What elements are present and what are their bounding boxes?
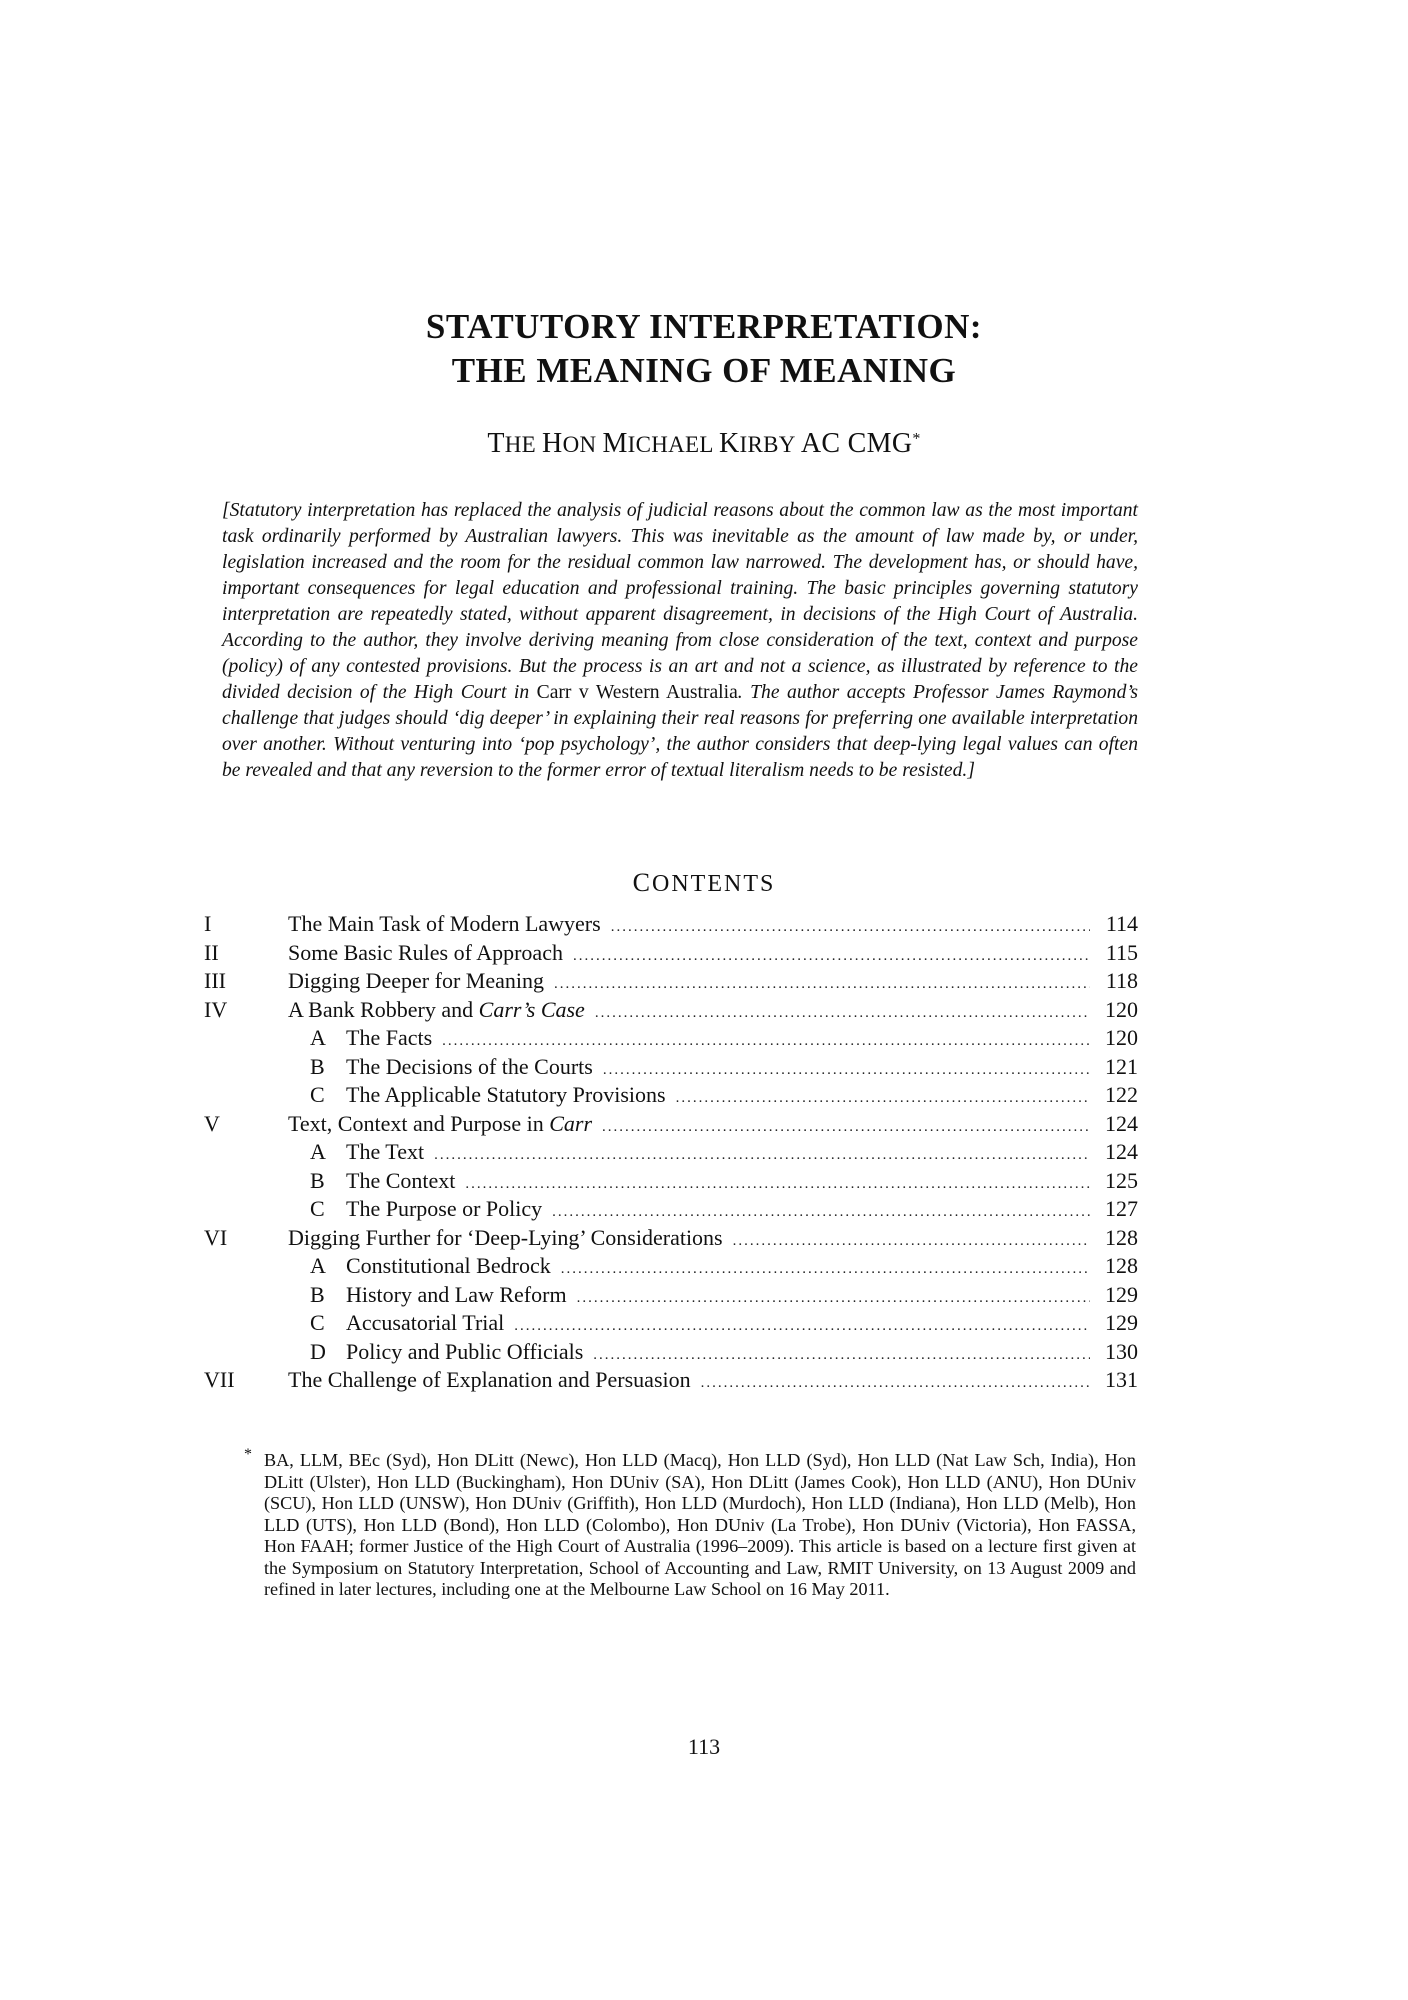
toc-entry[interactable] [204, 910, 1138, 939]
toc-leader-dots [577, 1284, 1090, 1313]
toc-subentry[interactable] [204, 1309, 1138, 1338]
toc-title: Digging Deeper for Meaning [288, 968, 544, 993]
toc-page-number: 125 [1105, 1167, 1138, 1193]
toc-letter: A [310, 1139, 326, 1164]
toc-page-number: 128 [1105, 1253, 1138, 1278]
footnote-text: BA, LLM, BEc (Syd), Hon DLitt (Newc), Hon LLD (Macq), Hon LLD (Syd), Hon LLD (Nat Law Sch, India), Hon DLitt (Ulster), Hon LLD (Buckingham), Hon DUniv (SA), Hon DLitt (James Cook), Hon LLD (ANU), Hon DUniv (SCU), Hon LLD (UNSW), Hon DUniv (Griffith), Hon LLD (Murdoch), Hon LLD (Indiana), Hon LLD (Melb), Hon LLD (UTS), Hon LLD (Bond), Hon LLD (Colombo), Hon DUniv (La Trobe), Hon DUniv (Victoria), Hon FASSA, Hon FAAH; former Justice of the High Court of Australia (1996–2009). This article is based on a lecture first given at the Symposium on Statutory Interpretation, School of Accounting and Law, RMIT University, on 13 August 2009 and refined in later lectures, including one at the Melbourne Law School on 16 May 2011. [264, 1450, 1136, 1599]
toc-title: The Purpose or Policy [346, 1196, 543, 1221]
toc-letter: B [310, 1281, 325, 1307]
toc-letter: B [310, 1053, 325, 1079]
toc-leader-dots [573, 942, 1090, 971]
toc-leader-dots [552, 1198, 1090, 1227]
author-honours: AC CMG [800, 428, 913, 459]
toc-subentry[interactable] [204, 1081, 1138, 1110]
toc-number: IV [204, 996, 228, 1022]
toc-leader-dots [434, 1141, 1090, 1170]
abstract [222, 498, 1138, 784]
toc-letter: C [310, 1196, 325, 1221]
toc-page-number: 124 [1105, 1139, 1138, 1164]
toc-number: VI [204, 1224, 228, 1250]
toc-entry[interactable] [204, 1366, 1138, 1395]
page-number: 113 [687, 1734, 721, 1759]
toc-page-number: 130 [1105, 1338, 1138, 1364]
contents-heading: CONTENTS [632, 868, 776, 897]
toc-number: VII [204, 1367, 235, 1392]
toc-page-number: 120 [1105, 996, 1138, 1022]
toc-number: II [204, 939, 219, 965]
toc-title: Accusatorial Trial [346, 1310, 505, 1335]
toc-leader-dots [442, 1027, 1090, 1056]
toc-letter: D [310, 1338, 326, 1364]
toc-subentry[interactable] [204, 1281, 1138, 1310]
toc-page-number: 118 [1105, 968, 1138, 993]
toc-leader-dots [465, 1170, 1090, 1199]
toc-letter: A [310, 1025, 326, 1050]
toc-leader-dots [554, 970, 1090, 999]
toc-leader-dots [595, 999, 1090, 1028]
toc-page-number: 131 [1105, 1367, 1138, 1392]
article-title-line-2: THE MEANING OF MEANING [451, 351, 957, 390]
toc-leader-dots [514, 1312, 1090, 1341]
article-title-line-1: STATUTORY INTERPRETATION: [425, 307, 983, 346]
abstract-case-name: Carr v Western Australia [536, 682, 738, 703]
toc-title: Text, Context and Purpose in Carr [288, 1110, 593, 1136]
toc-title: The Context [346, 1167, 456, 1193]
author-byline [0, 428, 1408, 460]
toc-letter: C [310, 1310, 325, 1335]
toc-page-number: 128 [1105, 1224, 1138, 1250]
toc-subentry[interactable] [204, 1053, 1138, 1082]
toc-leader-dots [733, 1227, 1090, 1256]
toc-letter: B [310, 1167, 325, 1193]
toc-page-number: 122 [1105, 1082, 1138, 1107]
toc-subentry[interactable] [204, 1252, 1138, 1281]
toc-leader-dots [701, 1369, 1090, 1398]
toc-page-number: 124 [1105, 1110, 1138, 1136]
toc-entry[interactable] [204, 967, 1138, 996]
abstract-text-start: [Statutory interpretation has replaced the analysis of judicial reasons about the common law as the most important task ordinarily performed by Australian lawyers. This was inevitable as the amount of law made by, or under, legislation increased and the room for the residual common law narrowed. The development has, or should have, important consequences for legal education and professional training. The basic principles governing statutory interpretation are repeatedly stated, without apparent disagreement, in decisions of the High Court of Australia. According to the author, they involve deriving meaning from close consideration of the text, context and purpose (policy) of any contested provisions. But the process is an art and not a science, as illustrated by reference to the divided decision of the High Court in [222, 500, 1138, 703]
toc-page-number: 114 [1105, 911, 1138, 936]
toc-subentry[interactable] [204, 1138, 1138, 1167]
toc-title: The Challenge of Explanation and Persuasion [288, 1367, 691, 1392]
toc-title: The Facts [346, 1025, 433, 1050]
toc-entry[interactable] [204, 1224, 1138, 1253]
abstract-text-end: . The author accepts Professor James Raymond’s challenge that judges should ‘dig deeper’ in explaining their real reasons for preferring one available interpretation over another. Without venturing into ‘pop psychology’, the author considers that deep-lying legal values can often be revealed and that any reversion to the former error of textual literalism needs to be resisted.] [222, 682, 1138, 781]
toc-title: History and Law Reform [346, 1281, 567, 1307]
toc-subentry[interactable] [204, 1195, 1138, 1224]
toc-page-number: 120 [1105, 1025, 1138, 1050]
author-footnote-mark[interactable]: * [912, 430, 921, 448]
toc-leader-dots [593, 1341, 1090, 1370]
toc-title: Constitutional Bedrock [346, 1253, 551, 1278]
toc-leader-dots [611, 913, 1090, 942]
toc-number: III [204, 968, 226, 993]
toc-title: The Main Task of Modern Lawyers [288, 911, 601, 936]
table-of-contents [204, 910, 1138, 1395]
toc-leader-dots [676, 1084, 1090, 1113]
toc-number: I [204, 911, 212, 936]
author-name: THE HON MICHAEL KIRBY [487, 428, 801, 459]
toc-title: The Decisions of the Courts [346, 1053, 593, 1079]
toc-entry[interactable] [204, 1110, 1138, 1139]
toc-leader-dots [602, 1113, 1090, 1142]
toc-page-number: 129 [1105, 1281, 1138, 1307]
toc-subentry[interactable] [204, 1167, 1138, 1196]
toc-subentry[interactable] [204, 1024, 1138, 1053]
toc-leader-dots [561, 1255, 1090, 1284]
toc-page-number: 129 [1105, 1310, 1138, 1335]
toc-entry[interactable] [204, 939, 1138, 968]
toc-number: V [204, 1110, 220, 1136]
toc-title: Digging Further for ‘Deep-Lying’ Considerations [288, 1224, 723, 1250]
toc-entry[interactable] [204, 996, 1138, 1025]
footnote-mark: * [244, 1446, 252, 1463]
toc-title: A Bank Robbery and Carr’s Case [288, 996, 585, 1022]
author-footnote [244, 1446, 1136, 1601]
toc-leader-dots [603, 1056, 1090, 1085]
toc-page-number: 115 [1105, 939, 1138, 965]
toc-page-number: 121 [1105, 1053, 1138, 1079]
toc-subentry[interactable] [204, 1338, 1138, 1367]
toc-letter: C [310, 1082, 325, 1107]
toc-page-number: 127 [1105, 1196, 1138, 1221]
toc-title: The Text [346, 1139, 425, 1164]
toc-title: Policy and Public Officials [346, 1338, 584, 1364]
toc-title: Some Basic Rules of Approach [288, 939, 563, 965]
toc-title: The Applicable Statutory Provisions [346, 1082, 666, 1107]
toc-letter: A [310, 1253, 326, 1278]
